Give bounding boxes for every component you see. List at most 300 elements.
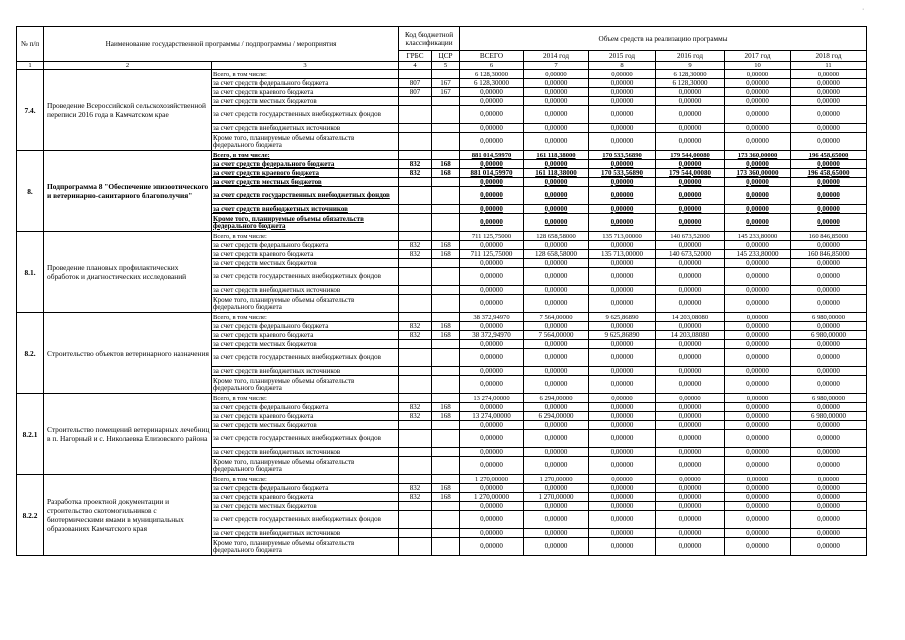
grbs-code [399, 349, 432, 367]
value-year: 0,00000 [589, 511, 656, 529]
value-year: 145 233,80000 [725, 250, 791, 259]
value-year: 0,00000 [589, 430, 656, 448]
funding-source-label: за счет средств государственных внебюджетных фондов [212, 106, 399, 124]
value-year: 0,00000 [656, 97, 725, 106]
value-year: 0,00000 [524, 79, 589, 88]
column-number: 6 [460, 62, 524, 70]
header-year: 2015 год [589, 51, 656, 62]
value-year: 0,00000 [589, 412, 656, 421]
value-year: 0,00000 [656, 421, 725, 430]
value-year: 0,00000 [656, 448, 725, 457]
grbs-code: 832 [399, 322, 432, 331]
section-name: Подпрограмма 8 "Обеспечение эпизоотического и ветеринарно-санитарного благополучия" [44, 151, 212, 232]
csr-code: 168 [432, 403, 460, 412]
value-total: 0,00000 [460, 340, 524, 349]
value-year: 0,00000 [791, 178, 867, 187]
header-name: Наименование государственной программы / подпрограммы / мероприятия [44, 27, 399, 62]
value-total: 1 270,00000 [460, 493, 524, 502]
value-year: 0,00000 [725, 124, 791, 133]
column-number: 11 [791, 62, 867, 70]
value-total: 0,00000 [460, 403, 524, 412]
value-year: 0,00000 [725, 538, 791, 556]
csr-code [432, 259, 460, 268]
section-number: 8.1. [17, 232, 44, 313]
funding-source-label: за счет средств федерального бюджета [212, 484, 399, 493]
value-year: 6 294,00000 [524, 394, 589, 403]
value-total: 38 372,94970 [460, 331, 524, 340]
value-year: 0,00000 [725, 322, 791, 331]
funding-source-label: за счет средств государственных внебюджетных фондов [212, 430, 399, 448]
value-total: 0,00000 [460, 511, 524, 529]
value-total: 0,00000 [460, 124, 524, 133]
value-year: 0,00000 [589, 79, 656, 88]
header-code: Код бюджетной классификации [399, 27, 460, 51]
funding-source-label: за счет средств государственных внебюджетных фондов [212, 511, 399, 529]
funding-source-label: за счет средств краевого бюджета [212, 169, 399, 178]
value-total: 711 125,75000 [460, 250, 524, 259]
table-row [17, 232, 867, 241]
value-year: 0,00000 [656, 205, 725, 214]
csr-code [432, 286, 460, 295]
value-year: 0,00000 [589, 394, 656, 403]
value-year: 0,00000 [524, 178, 589, 187]
value-year: 161 118,38000 [524, 169, 589, 178]
value-year: 0,00000 [656, 511, 725, 529]
csr-code [432, 70, 460, 79]
value-year: 0,00000 [791, 367, 867, 376]
csr-code: 168 [432, 241, 460, 250]
funding-source-label: за счет средств местных бюджетов [212, 259, 399, 268]
grbs-code: 832 [399, 484, 432, 493]
value-total: 0,00000 [460, 241, 524, 250]
value-total: 1 270,00000 [460, 475, 524, 484]
funding-source-label: Всего, в том числе: [212, 70, 399, 79]
value-total: 0,00000 [460, 97, 524, 106]
value-year: 0,00000 [791, 268, 867, 286]
value-year: 0,00000 [725, 493, 791, 502]
value-year: 128 658,58000 [524, 232, 589, 241]
value-year: 0,00000 [725, 340, 791, 349]
value-year: 0,00000 [725, 511, 791, 529]
value-year: 0,00000 [656, 88, 725, 97]
grbs-code [399, 187, 432, 205]
csr-code: 168 [432, 484, 460, 493]
value-year: 0,00000 [524, 421, 589, 430]
value-year: 0,00000 [791, 340, 867, 349]
value-year: 14 203,08080 [656, 331, 725, 340]
table-row [17, 313, 867, 322]
value-year: 0,00000 [725, 421, 791, 430]
header-csr: ЦСР [432, 51, 460, 62]
value-year: 0,00000 [524, 457, 589, 475]
value-year: 0,00000 [725, 502, 791, 511]
csr-code: 168 [432, 160, 460, 169]
grbs-code [399, 394, 432, 403]
value-year: 0,00000 [791, 457, 867, 475]
value-year: 0,00000 [589, 340, 656, 349]
value-year: 140 673,52000 [656, 232, 725, 241]
value-year: 0,00000 [791, 214, 867, 232]
grbs-code [399, 70, 432, 79]
csr-code [432, 205, 460, 214]
value-year: 0,00000 [524, 106, 589, 124]
value-total: 0,00000 [460, 349, 524, 367]
funding-source-label: за счет средств федерального бюджета [212, 241, 399, 250]
funding-source-label: Кроме того, планируемые объемы обязательств федерального бюджета [212, 295, 399, 313]
grbs-code [399, 295, 432, 313]
value-year: 0,00000 [656, 349, 725, 367]
value-year: 0,00000 [791, 124, 867, 133]
csr-code [432, 502, 460, 511]
funding-source-label: за счет средств местных бюджетов [212, 340, 399, 349]
header-year: 2014 год [524, 51, 589, 62]
csr-code [432, 178, 460, 187]
value-year: 0,00000 [791, 259, 867, 268]
value-year: 0,00000 [725, 187, 791, 205]
funding-source-label: Кроме того, планируемые объемы обязательств федерального бюджета [212, 457, 399, 475]
csr-code [432, 187, 460, 205]
grbs-code [399, 475, 432, 484]
value-year: 0,00000 [589, 124, 656, 133]
value-total: 6 128,30000 [460, 79, 524, 88]
value-year: 179 544,00080 [656, 151, 725, 160]
value-year: 0,00000 [524, 259, 589, 268]
value-year: 128 658,58000 [524, 250, 589, 259]
grbs-code [399, 268, 432, 286]
funding-source-label: Всего, в том числе: [212, 313, 399, 322]
grbs-code [399, 511, 432, 529]
value-year: 135 713,00000 [589, 250, 656, 259]
grbs-code: 832 [399, 160, 432, 169]
value-year: 0,00000 [524, 529, 589, 538]
grbs-code [399, 205, 432, 214]
value-year: 0,00000 [791, 475, 867, 484]
grbs-code [399, 133, 432, 151]
table-row [17, 151, 867, 160]
value-year: 0,00000 [656, 376, 725, 394]
section-name: Проведение плановых профилактических обработок и диагностических исследований [44, 232, 212, 313]
value-year: 196 458,65000 [791, 169, 867, 178]
section-number: 8.2. [17, 313, 44, 394]
value-total: 0,00000 [460, 88, 524, 97]
value-year: 0,00000 [791, 322, 867, 331]
column-number: 5 [432, 62, 460, 70]
value-year: 0,00000 [589, 259, 656, 268]
csr-code [432, 421, 460, 430]
value-year: 0,00000 [656, 295, 725, 313]
value-year: 0,00000 [791, 484, 867, 493]
value-year: 0,00000 [791, 241, 867, 250]
csr-code: 168 [432, 493, 460, 502]
funding-source-label: за счет средств местных бюджетов [212, 502, 399, 511]
value-year: 14 203,08080 [656, 313, 725, 322]
csr-code [432, 376, 460, 394]
csr-code: 168 [432, 250, 460, 259]
value-year: 0,00000 [656, 367, 725, 376]
value-total: 0,00000 [460, 421, 524, 430]
csr-code [432, 475, 460, 484]
value-year: 6 980,00000 [791, 412, 867, 421]
value-year: 161 118,38000 [524, 151, 589, 160]
value-year: 0,00000 [524, 241, 589, 250]
value-year: 0,00000 [791, 493, 867, 502]
header-total: ВСЕГО [460, 51, 524, 62]
funding-source-label: за счет средств федерального бюджета [212, 403, 399, 412]
value-year: 0,00000 [725, 259, 791, 268]
funding-source-label: за счет средств краевого бюджета [212, 88, 399, 97]
csr-code [432, 133, 460, 151]
value-year: 0,00000 [791, 79, 867, 88]
value-year: 179 544,00080 [656, 169, 725, 178]
csr-code: 167 [432, 79, 460, 88]
value-year: 0,00000 [589, 322, 656, 331]
value-year: 0,00000 [656, 124, 725, 133]
value-year: 0,00000 [589, 367, 656, 376]
value-year: 0,00000 [524, 430, 589, 448]
value-year: 7 564,00000 [524, 331, 589, 340]
value-total: 711 125,75000 [460, 232, 524, 241]
value-year: 0,00000 [656, 160, 725, 169]
value-year: 196 458,65000 [791, 151, 867, 160]
value-year: 0,00000 [656, 394, 725, 403]
value-year: 0,00000 [524, 340, 589, 349]
grbs-code [399, 214, 432, 232]
funding-source-label: Кроме того, планируемые объемы обязательств федерального бюджета [212, 214, 399, 232]
value-year: 0,00000 [791, 376, 867, 394]
grbs-code: 807 [399, 88, 432, 97]
value-year: 0,00000 [791, 160, 867, 169]
value-total: 881 014,59970 [460, 169, 524, 178]
value-year: 6 294,00000 [524, 412, 589, 421]
section-name: Строительство объектов ветеринарного назначения [44, 313, 212, 394]
value-year: 0,00000 [725, 286, 791, 295]
value-year: 0,00000 [524, 511, 589, 529]
value-year: 0,00000 [589, 97, 656, 106]
csr-code [432, 313, 460, 322]
value-year: 0,00000 [725, 430, 791, 448]
value-total: 0,00000 [460, 205, 524, 214]
value-year: 0,00000 [656, 268, 725, 286]
value-year: 6 980,00000 [791, 394, 867, 403]
value-year: 0,00000 [791, 286, 867, 295]
value-total: 0,00000 [460, 430, 524, 448]
csr-code: 168 [432, 169, 460, 178]
value-year: 0,00000 [791, 511, 867, 529]
funding-source-label: Всего, в том числе: [212, 232, 399, 241]
value-total: 13 274,00000 [460, 412, 524, 421]
grbs-code [399, 529, 432, 538]
value-year: 1 270,00000 [524, 475, 589, 484]
value-year: 0,00000 [656, 475, 725, 484]
grbs-code [399, 232, 432, 241]
header-year: 2016 год [656, 51, 725, 62]
value-year: 0,00000 [589, 529, 656, 538]
value-year: 0,00000 [725, 484, 791, 493]
value-year: 0,00000 [725, 70, 791, 79]
value-year: 0,00000 [725, 241, 791, 250]
funding-source-label: Всего, в том числе: [212, 151, 399, 160]
csr-code: 167 [432, 88, 460, 97]
value-year: 0,00000 [589, 214, 656, 232]
column-number: 9 [656, 62, 725, 70]
value-year: 0,00000 [524, 205, 589, 214]
value-year: 140 673,52000 [656, 250, 725, 259]
value-year: 0,00000 [656, 133, 725, 151]
section-number: 8.2.1 [17, 394, 44, 475]
funding-source-label: за счет средств местных бюджетов [212, 97, 399, 106]
value-year: 0,00000 [725, 403, 791, 412]
csr-code [432, 97, 460, 106]
grbs-code [399, 538, 432, 556]
grbs-code [399, 124, 432, 133]
funding-source-label: Кроме того, планируемые объемы обязательств федерального бюджета [212, 376, 399, 394]
value-total: 0,00000 [460, 448, 524, 457]
value-year: 0,00000 [791, 349, 867, 367]
header-num: № п/п [17, 27, 44, 62]
value-year: 173 360,00000 [725, 151, 791, 160]
header-grbs: ГРБС [399, 51, 432, 62]
value-total: 0,00000 [460, 133, 524, 151]
header-volume: Объем средств на реализацию программы [460, 27, 867, 51]
value-total: 0,00000 [460, 484, 524, 493]
column-number: 1 [17, 62, 44, 70]
value-year: 0,00000 [589, 484, 656, 493]
value-year: 0,00000 [791, 133, 867, 151]
section-name: Строительство помещений ветеринарных лечебниц в п. Нагорный и с. Николаевка Елизовского района [44, 394, 212, 475]
value-total: 6 128,30000 [460, 70, 524, 79]
csr-code [432, 340, 460, 349]
value-year: 0,00000 [589, 286, 656, 295]
value-year: 0,00000 [656, 493, 725, 502]
grbs-code [399, 430, 432, 448]
value-year: 0,00000 [656, 322, 725, 331]
header-year: 2017 год [725, 51, 791, 62]
value-total: 0,00000 [460, 529, 524, 538]
csr-code [432, 268, 460, 286]
funding-source-label: за счет средств местных бюджетов [212, 421, 399, 430]
column-number: 7 [524, 62, 589, 70]
value-year: 0,00000 [589, 475, 656, 484]
grbs-code: 832 [399, 403, 432, 412]
value-year: 0,00000 [589, 70, 656, 79]
csr-code [432, 214, 460, 232]
value-year: 0,00000 [589, 421, 656, 430]
value-year: 0,00000 [791, 295, 867, 313]
csr-code [432, 367, 460, 376]
value-year: 9 625,86890 [589, 313, 656, 322]
table-body [17, 70, 867, 556]
value-year: 0,00000 [791, 403, 867, 412]
value-total: 0,00000 [460, 187, 524, 205]
value-year: 145 233,80000 [725, 232, 791, 241]
value-year: 0,00000 [725, 394, 791, 403]
value-year: 0,00000 [656, 457, 725, 475]
value-year: 0,00000 [791, 205, 867, 214]
funding-source-label: Кроме того, планируемые объемы обязательств федерального бюджета [212, 133, 399, 151]
value-year: 0,00000 [524, 214, 589, 232]
value-year: 0,00000 [725, 376, 791, 394]
value-year: 0,00000 [725, 529, 791, 538]
grbs-code [399, 367, 432, 376]
value-year: 0,00000 [656, 484, 725, 493]
value-year: 0,00000 [656, 178, 725, 187]
csr-code [432, 106, 460, 124]
csr-code: 168 [432, 322, 460, 331]
value-year: 0,00000 [524, 268, 589, 286]
value-year: 0,00000 [589, 268, 656, 286]
value-year: 0,00000 [524, 376, 589, 394]
value-year: 0,00000 [656, 502, 725, 511]
funding-source-label: за счет средств краевого бюджета [212, 331, 399, 340]
csr-code [432, 394, 460, 403]
grbs-code [399, 421, 432, 430]
section-name: Разработка проектной документации и строительство скотомогильников с биотермическими ямами в муниципальных образованиях Камчатского края [44, 475, 212, 556]
value-year: 0,00000 [524, 133, 589, 151]
column-number: 8 [589, 62, 656, 70]
column-number: 4 [399, 62, 432, 70]
value-year: 0,00000 [524, 367, 589, 376]
value-total: 0,00000 [460, 538, 524, 556]
value-year: 0,00000 [725, 160, 791, 169]
value-year: 0,00000 [725, 178, 791, 187]
value-year: 0,00000 [589, 403, 656, 412]
grbs-code [399, 97, 432, 106]
value-year: 0,00000 [524, 403, 589, 412]
value-year: 0,00000 [524, 322, 589, 331]
csr-code [432, 457, 460, 475]
value-year: 0,00000 [589, 502, 656, 511]
value-total: 13 274,00000 [460, 394, 524, 403]
grbs-code [399, 457, 432, 475]
value-total: 0,00000 [460, 178, 524, 187]
value-year: 0,00000 [524, 286, 589, 295]
value-year: 0,00000 [589, 241, 656, 250]
value-year: 0,00000 [524, 160, 589, 169]
value-year: 0,00000 [524, 349, 589, 367]
csr-code [432, 511, 460, 529]
value-total: 0,00000 [460, 457, 524, 475]
value-year: 0,00000 [589, 493, 656, 502]
csr-code [432, 448, 460, 457]
value-total: 0,00000 [460, 259, 524, 268]
grbs-code [399, 259, 432, 268]
value-year: 0,00000 [524, 484, 589, 493]
value-year: 0,00000 [656, 241, 725, 250]
value-year: 0,00000 [725, 79, 791, 88]
value-year: 0,00000 [725, 133, 791, 151]
funding-source-label: за счет средств государственных внебюджетных фондов [212, 187, 399, 205]
value-year: 0,00000 [656, 529, 725, 538]
value-year: 0,00000 [524, 97, 589, 106]
value-year: 0,00000 [524, 70, 589, 79]
column-number: 3 [212, 62, 399, 70]
funding-source-label: за счет средств федерального бюджета [212, 160, 399, 169]
value-year: 1 270,00000 [524, 493, 589, 502]
funding-source-label: Кроме того, планируемые объемы обязательств федерального бюджета [212, 538, 399, 556]
value-year: 0,00000 [589, 88, 656, 97]
value-year: 160 846,85000 [791, 232, 867, 241]
value-year: 0,00000 [656, 259, 725, 268]
header-year: 2018 год [791, 51, 867, 62]
csr-code [432, 232, 460, 241]
value-year: 0,00000 [725, 295, 791, 313]
value-year: 0,00000 [725, 367, 791, 376]
value-year: 0,00000 [589, 160, 656, 169]
funding-source-label: за счет средств краевого бюджета [212, 250, 399, 259]
budget-table-sheet [16, 26, 867, 556]
grbs-code: 832 [399, 331, 432, 340]
grbs-code: 832 [399, 241, 432, 250]
